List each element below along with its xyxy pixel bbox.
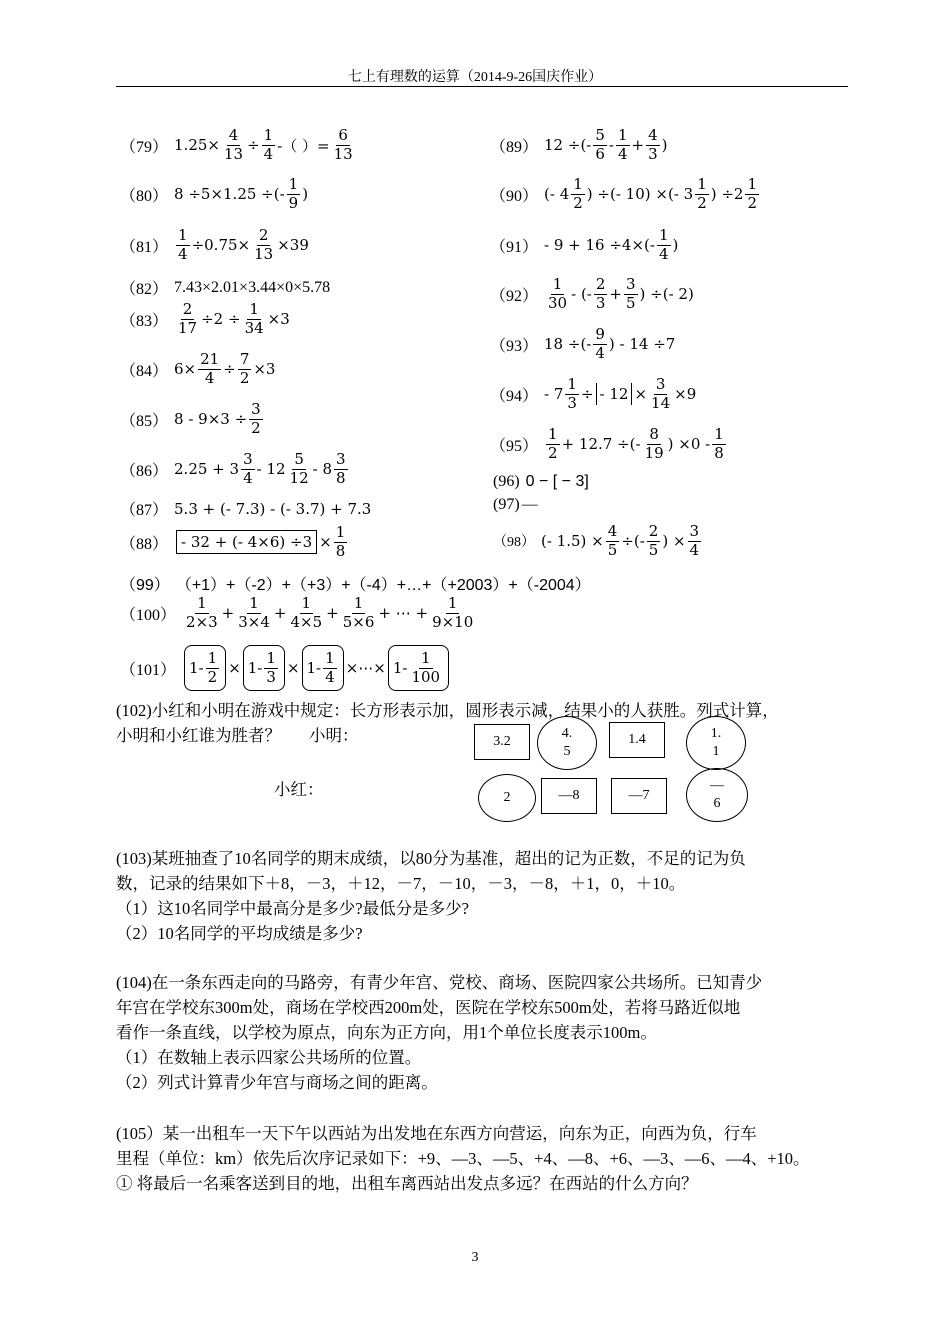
- paren-group: 1- 1 3: [243, 645, 285, 691]
- term: 1.25×: [174, 136, 220, 155]
- term: 12 ÷(-: [544, 136, 592, 155]
- label: （88）: [120, 535, 169, 553]
- label: （87）: [120, 502, 169, 519]
- line: (102)小红和小明在游戏中规定：长方形表示加，圆形表示减，结果小的人获胜。列式计算，: [116, 701, 779, 720]
- problem-81: [120, 228, 309, 263]
- fraction: $\frac{1}{34}$: [244, 300, 264, 337]
- fraction: 1 4: [617, 126, 628, 163]
- label: （80）: [120, 187, 169, 205]
- term: +: [609, 285, 622, 304]
- problem-89: [490, 128, 668, 163]
- label: （90）: [490, 187, 539, 205]
- fraction: 1 30: [548, 275, 568, 312]
- problem-93: [490, 327, 675, 362]
- line: 里程（单位：km）依先后次序记录如下：+9、—3、—5、+4、—8、+6、—3、—6、—4、+10。: [116, 1149, 810, 1168]
- fraction: 2 3: [595, 275, 606, 312]
- term: 6×: [174, 360, 197, 379]
- fraction: 8 19: [644, 425, 664, 462]
- line: 年宫在学校东300m处，商场在学校西200m处，医院在学校东500m处，若将马路近似地: [116, 998, 741, 1017]
- term: ×⋯×: [345, 659, 386, 677]
- problem-91: [490, 228, 678, 263]
- label: （89）: [490, 138, 539, 156]
- fraction: $\frac{1}{3}$: [567, 375, 577, 412]
- term: ): [302, 185, 309, 204]
- term: (- 4: [544, 185, 570, 204]
- problem-85: [120, 402, 265, 437]
- fraction: $\frac{2}{13}$: [254, 226, 274, 263]
- line: （2）列式计算青少年宫与商场之间的距离。: [116, 1073, 438, 1092]
- label: (97): [493, 496, 520, 513]
- expr: [544, 377, 696, 412]
- problem-94: [490, 377, 696, 412]
- term: ÷2 ÷: [201, 310, 241, 329]
- term: +: [221, 604, 235, 623]
- xiaohong-label: 小红：: [274, 780, 324, 799]
- fraction: 3 4: [243, 450, 253, 487]
- circle-card: 4. 5: [537, 716, 597, 770]
- expr: [544, 177, 761, 212]
- fraction: $\frac{3}{14}$: [651, 375, 671, 412]
- problem-101: [120, 645, 451, 691]
- rect-card: —7: [611, 778, 667, 814]
- fraction: 1 2: [548, 425, 558, 462]
- label: （92）: [490, 287, 539, 305]
- fraction: $\frac{4}{13}$: [223, 126, 244, 163]
- label: （83）: [120, 312, 169, 330]
- line: (105）某一出租车一天下午以西站为出发地在东西方向营运，向东为正，向西为负，行车: [116, 1124, 757, 1143]
- term: 8 ÷5×1.25 ÷(-: [174, 185, 285, 204]
- line: 看作一条直线，以学校为原点，向东为正方向，用1个单位长度表示100m。: [116, 1023, 657, 1042]
- term: + ⋯ +: [378, 604, 429, 623]
- label: （98）: [493, 535, 535, 551]
- term: ×9: [674, 385, 697, 404]
- rect-card: 3.2: [474, 724, 530, 760]
- term: ) ×0 -: [667, 435, 711, 454]
- line: 小明和小红谁为胜者？ 小明：: [116, 726, 359, 745]
- term: (- 1.5) ×: [541, 532, 604, 551]
- term: ) ÷2: [710, 185, 744, 204]
- term: ÷: [223, 360, 236, 379]
- expr: [174, 525, 349, 560]
- line: ① 将最后一名乘客送到目的地，出租车离西站出发点多远？在西站的什么方向？: [116, 1174, 698, 1193]
- line: (104)在一条东西走向的马路旁，有青少年宫、党校、商场、医院四家公共场所。已知青少: [116, 973, 763, 992]
- label: （79）: [120, 138, 169, 156]
- term: ) ÷(- 10) ×(- 3: [586, 185, 694, 204]
- fraction: $\frac{6}{13}$: [333, 126, 353, 163]
- problem-98: [493, 524, 703, 559]
- problem-92: [490, 277, 694, 312]
- term: ×: [634, 385, 648, 404]
- term: +: [273, 604, 287, 623]
- label: （95）: [490, 437, 539, 455]
- term: - 9 + 16 ÷4×(-: [544, 236, 655, 255]
- term: - 12: [256, 460, 286, 479]
- expr: [174, 402, 265, 437]
- expr: [174, 352, 275, 387]
- page-number: 3: [471, 1250, 479, 1265]
- fraction: $\frac{3}{5}$: [626, 275, 636, 312]
- fraction: $\frac{21}{4}$: [200, 350, 220, 387]
- problem-90: [490, 177, 761, 212]
- fraction: $\frac{1}{4}$: [178, 226, 188, 263]
- expr: [174, 177, 308, 212]
- expr: [174, 228, 309, 263]
- expr: [174, 128, 357, 163]
- term: ×39: [277, 236, 309, 255]
- paren-group: 1- 1 4: [302, 645, 344, 691]
- label: （93）: [490, 337, 539, 355]
- problem-95: [490, 427, 728, 462]
- fraction: 5 6: [595, 126, 605, 163]
- label: （86）: [120, 462, 169, 480]
- expr: （+1）+（-2）+（+3）+（-4）+…+（+2003）+（-2004）: [175, 577, 591, 594]
- expr: [182, 645, 451, 691]
- rect-card: —8: [541, 778, 597, 814]
- problem-79: [120, 128, 357, 163]
- fraction: 1 2: [747, 175, 758, 212]
- problem-87: [120, 497, 371, 520]
- label: （91）: [490, 238, 539, 256]
- term: - 8: [312, 460, 333, 479]
- expr: 0 − [ − 3]: [525, 473, 589, 490]
- label: （85）: [120, 412, 169, 430]
- term: - (-: [571, 285, 592, 304]
- problem-105: [116, 1121, 858, 1196]
- expr: [541, 524, 703, 559]
- term: ): [672, 236, 679, 255]
- expr: [182, 596, 477, 631]
- label: （94）: [490, 387, 539, 405]
- expr: [544, 277, 694, 312]
- problem-84: [120, 352, 275, 387]
- expr: —: [521, 496, 538, 513]
- term: ×: [319, 533, 332, 552]
- term: -: [608, 136, 614, 155]
- fraction: $\frac{4}{5}$: [607, 522, 618, 559]
- term: ) ÷(- 2): [639, 285, 694, 304]
- label: （81）: [120, 238, 169, 256]
- fraction: $\frac{1}{8}$: [335, 523, 346, 560]
- fraction: $\frac{1}{4}$: [263, 126, 274, 163]
- fraction: $\frac{3}{2}$: [251, 400, 261, 437]
- expr: [544, 327, 675, 362]
- term: ÷: [580, 385, 594, 404]
- problem-88: [120, 525, 349, 560]
- term: ): [661, 136, 668, 155]
- term: 8 - 9×3 ÷: [174, 410, 248, 429]
- problem-80: [120, 177, 308, 212]
- term: + 12.7 ÷(-: [561, 435, 641, 454]
- paren-group: 1- 1 2: [184, 645, 226, 691]
- expr: [174, 302, 290, 337]
- fraction: $\frac{1}{3\times 4}$: [238, 594, 270, 631]
- line: 数，记录的结果如下＋8，－3，＋12，－7，－10，－3，－8，＋1，0，＋10。: [116, 874, 686, 893]
- term: ÷0.75×: [191, 236, 251, 255]
- problem-100: [120, 596, 477, 631]
- bracket: - 32 + (- 4×6) ÷3: [176, 530, 317, 554]
- term: -（ ）=: [277, 136, 330, 155]
- fraction: 2 5: [648, 522, 659, 559]
- label: （84）: [120, 362, 169, 380]
- problem-104: [116, 970, 858, 1095]
- rect-card: 1.4: [609, 722, 665, 758]
- problem-97: [493, 496, 538, 514]
- expr: [174, 452, 350, 487]
- header-rule: [116, 86, 848, 87]
- line: （1）这10名同学中最高分是多少?最低分是多少?: [116, 899, 469, 918]
- page-header: 七上有理数的运算（2014-9-26国庆作业）: [347, 70, 603, 85]
- circle-card: 1. 1: [686, 716, 746, 770]
- fraction: 1 2×3: [186, 594, 218, 631]
- problem-103: [116, 846, 858, 946]
- label: （100）: [120, 606, 177, 624]
- problem-83: [120, 302, 290, 337]
- term: +: [326, 604, 339, 623]
- line: （1）在数轴上表示四家公共场所的位置。: [116, 1048, 422, 1067]
- fraction: 1 2: [573, 175, 583, 212]
- fraction: $\frac{1}{5\times 6}$: [342, 594, 375, 631]
- problem-96: [493, 473, 589, 491]
- absolute-value: - 12: [596, 383, 633, 405]
- problem-82: [120, 276, 330, 299]
- expr: 7.43×2.01×3.44×0×5.78: [174, 278, 331, 296]
- fraction: $\frac{4}{3}$: [648, 126, 658, 163]
- fraction: $\frac{3}{4}$: [689, 522, 700, 559]
- term: ) - 14 ÷7: [608, 335, 676, 354]
- term: ) ×: [662, 532, 686, 551]
- expr: [544, 427, 728, 462]
- term: ×3: [253, 360, 276, 379]
- label: （99）: [120, 577, 170, 594]
- term: ×: [228, 659, 241, 677]
- term: ÷(-: [621, 532, 645, 551]
- expr: 5.3 + (- 7.3) - (- 3.7) + 7.3: [174, 499, 372, 518]
- circle-card: — 6: [686, 768, 748, 822]
- line: （2）10名同学的平均成绩是多少?: [116, 924, 363, 943]
- fraction: 1 9: [288, 175, 299, 212]
- label: (96): [493, 473, 520, 490]
- paren-group: 1- 1 100: [388, 645, 449, 691]
- fraction: 3 8: [336, 450, 346, 487]
- problem-86: [120, 452, 350, 487]
- fraction: $\frac{7}{2}$: [239, 350, 250, 387]
- term: - 7: [544, 385, 564, 404]
- fraction: $\frac{2}{17}$: [178, 300, 198, 337]
- term: 18 ÷(-: [544, 335, 592, 354]
- term: +: [631, 136, 645, 155]
- fraction: 5 12: [289, 450, 309, 487]
- label: （101）: [120, 661, 177, 679]
- line: (103)某班抽查了10名同学的期末成绩，以80分为基准，超出的记为正数，不足的记为负: [116, 849, 746, 868]
- label: （82）: [120, 281, 169, 298]
- fraction: $\frac{1}{4\times 5}$: [290, 594, 323, 631]
- expr: [544, 128, 668, 163]
- term: 2.25 + 3: [174, 460, 240, 479]
- fraction: 1 2: [697, 175, 707, 212]
- fraction: 1 8: [714, 425, 724, 462]
- term: ×: [286, 659, 300, 677]
- problem-99: [120, 572, 591, 595]
- fraction: 9 4: [595, 325, 605, 362]
- term: ×3: [267, 310, 290, 329]
- fraction: 1 4: [658, 226, 669, 263]
- expr: [544, 228, 678, 263]
- circle-card: 2: [478, 774, 536, 822]
- fraction: $\frac{1}{9\times 10}$: [432, 594, 474, 631]
- term: ÷: [247, 136, 260, 155]
